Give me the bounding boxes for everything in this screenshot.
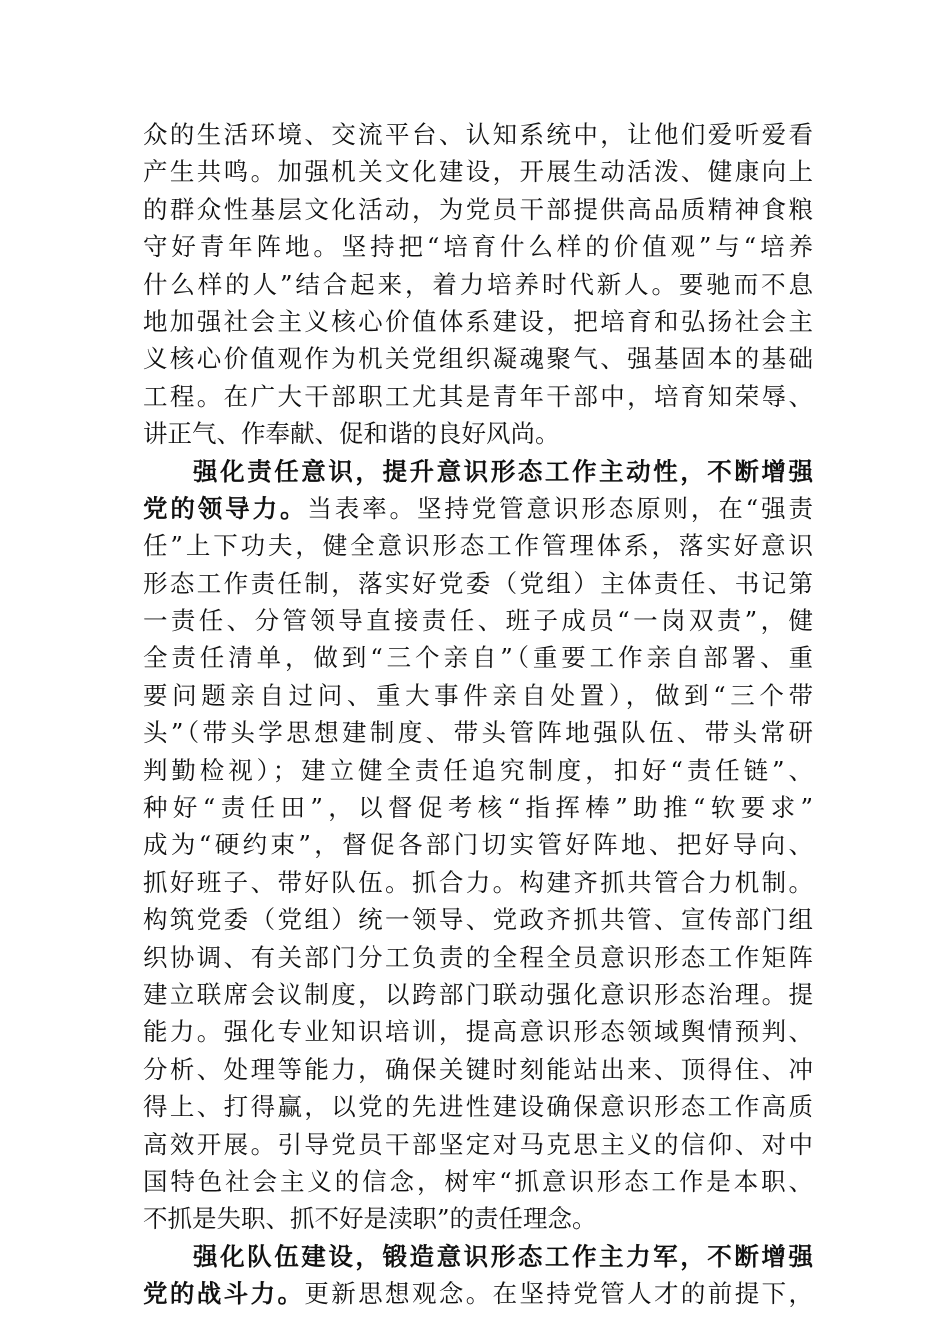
text-line: 头”（带头学思想建制度、带头管阵地强队伍、带头常研 <box>143 718 813 748</box>
paragraph-2 <box>143 453 813 1238</box>
text-line: 的群众性基层文化活动，为党员干部提供高品质精神食粮 <box>143 194 813 224</box>
paragraph-3 <box>143 1238 813 1313</box>
text-line: 国特色社会主义的信念，树牢“抓意识形态工作是本职、 <box>143 1166 813 1196</box>
text-line-rest: 当表率。坚持党管意识形态原则，在“强责 <box>307 493 813 523</box>
text-line: 要问题亲自过问、重大事件亲自处置），做到“三个带 <box>143 680 813 710</box>
text-line: 地加强社会主义核心价值体系建设，把培育和弘扬社会主 <box>143 306 813 336</box>
text-line: 任”上下功夫，健全意识形态工作管理体系，落实好意识 <box>143 531 813 561</box>
text-line: 建立联席会议制度，以跨部门联动强化意识形态治理。提 <box>143 979 813 1009</box>
text-line: 分析、处理等能力，确保关键时刻能站出来、顶得住、冲 <box>143 1054 813 1084</box>
text-line: 不抓是失职、抓不好是渎职”的责任理念。 <box>143 1204 597 1234</box>
text-line-rest: 更新思想观念。在坚持党管人才的前提下， <box>304 1279 813 1309</box>
text-line: 构筑党委（党组）统一领导、党政齐抓共管、宣传部门组 <box>143 905 813 935</box>
document-body <box>143 116 813 1313</box>
text-line: 抓好班子、带好队伍。抓合力。构建齐抓共管合力机制。 <box>143 867 813 897</box>
text-line: 成为“硬约束”，督促各部门切实管好阵地、把好导向、 <box>143 830 813 860</box>
text-line: 高效开展。引导党员干部坚定对马克思主义的信仰、对中 <box>143 1129 813 1159</box>
text-line: 得上、打得赢，以党的先进性建设确保意识形态工作高质 <box>143 1092 813 1122</box>
text-line: 能力。强化专业知识培训，提高意识形态领域舆情预判、 <box>143 1017 813 1047</box>
text-line: 织协调、有关部门分工负责的全程全员意识形态工作矩阵 <box>143 942 813 972</box>
section-heading: 强化责任意识，提升意识形态工作主动性，不断增强 <box>193 456 813 486</box>
text-line: 众的生活环境、交流平台、认知系统中，让他们爱听爱看 <box>143 120 813 149</box>
text-line: 讲正气、作奉献、促和谐的良好风尚。 <box>143 419 560 449</box>
text-line: 什么样的人”结合起来，着力培养时代新人。要驰而不息 <box>143 269 813 299</box>
text-line <box>143 490 813 527</box>
text-line: 义核心价值观作为机关党组织凝魂聚气、强基固本的基础 <box>143 344 813 374</box>
text-line: 判勤检视）；建立健全责任追究制度，扣好“责任链”、 <box>143 755 813 785</box>
paragraph-1 <box>143 116 813 453</box>
section-heading-end: 党的战斗力。 <box>143 1279 305 1309</box>
text-line: 形态工作责任制，落实好党委（党组）主体责任、书记第 <box>143 568 813 598</box>
text-line: 产生共鸣。加强机关文化建设，开展生动活泼、健康向上 <box>143 157 813 187</box>
text-line: 守好青年阵地。坚持把“培育什么样的价值观”与“培养 <box>143 232 813 262</box>
text-line <box>143 1275 813 1312</box>
text-line: 一责任、分管领导直接责任、班子成员“一岗双责”，健 <box>143 606 813 636</box>
section-heading-end: 党的领导力。 <box>143 493 308 523</box>
text-line: 种好“责任田”，以督促考核“指挥棒”助推“软要求” <box>143 793 813 823</box>
section-heading: 强化队伍建设，锻造意识形态工作主力军，不断增强 <box>193 1241 813 1271</box>
text-line: 全责任清单，做到“三个亲自”（重要工作亲自部署、重 <box>143 643 813 673</box>
text-line: 工程。在广大干部职工尤其是青年干部中，培育知荣辱、 <box>143 381 813 411</box>
